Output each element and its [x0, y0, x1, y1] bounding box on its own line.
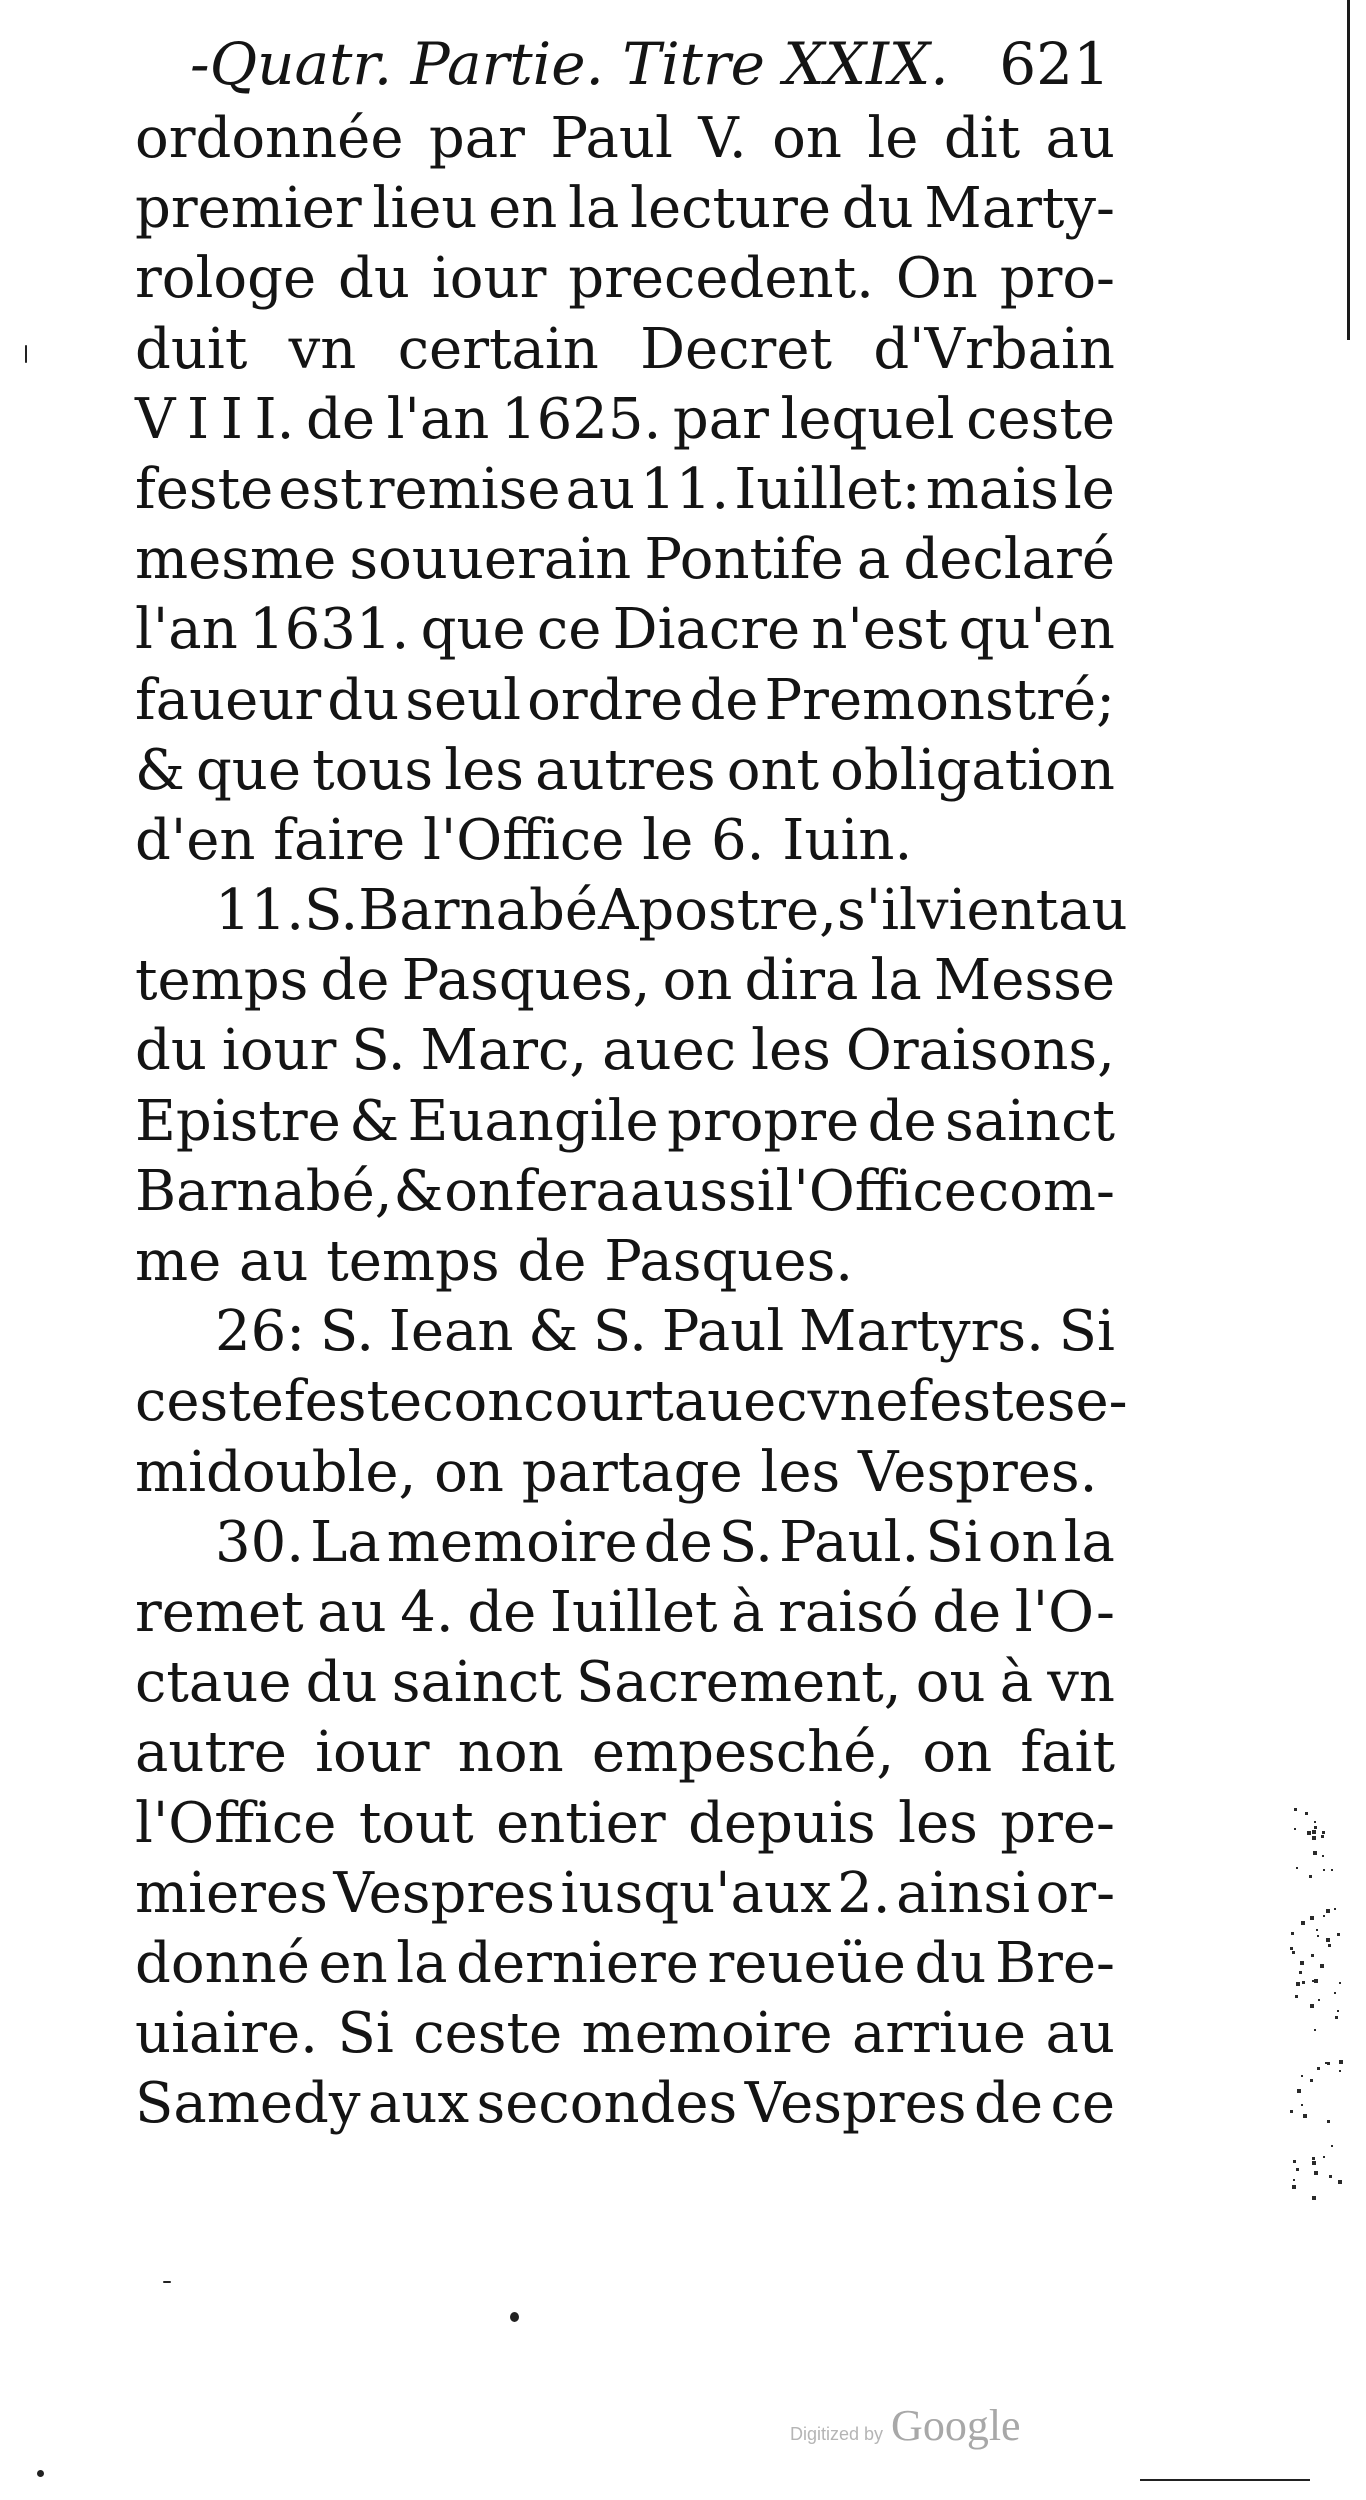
text-line: rologe du iour precedent. On pro-: [135, 246, 1115, 312]
running-header: [190, 28, 1110, 100]
text-line: temps de Pasques, on dira la Messe: [135, 948, 1115, 1014]
text-line: du iour S. Marc, auec les Oraisons,: [135, 1018, 1115, 1084]
text-line: & que tous les autres ont obligation: [135, 737, 1115, 803]
page-number: 621: [999, 30, 1110, 98]
text-line: feste est remise au 11. Iuillet: mais le: [135, 456, 1115, 522]
digitized-by-text: Digitized by: [790, 2424, 884, 2444]
text-line: ceste feste concourt auec vne feste se-: [135, 1369, 1128, 1435]
text-line: V I I I. de l'an 1625. par lequel ceste: [135, 386, 1115, 452]
ink-speck: [510, 2312, 519, 2322]
text-line: midouble, on partage les Vespres.: [135, 1439, 1098, 1505]
text-line: 30. La memoire de S. Paul. Si on la: [215, 1509, 1115, 1575]
text-line: Barnabé, & on fera aussi l'Office com-: [135, 1158, 1115, 1224]
text-line: donné en la derniere reueüe du Bre-: [135, 1930, 1115, 1996]
running-title: -Quatr. Partie. Titre XXIX.: [190, 30, 949, 98]
text-line: autre iour non empesché, on fait: [135, 1720, 1115, 1786]
text-line: l'Office tout entier depuis les pre-: [135, 1790, 1115, 1856]
text-line: 11. S. Barnabé Apostre, s'il vient au: [215, 878, 1128, 944]
page-edge-shadow: [1347, 0, 1350, 340]
footer-rule: [1140, 2479, 1310, 2481]
text-line: premier lieu en la lecture du Marty-: [135, 176, 1115, 242]
ink-speck: [25, 345, 27, 363]
text-line: remet au 4. de Iuillet à raisó de l'O-: [135, 1579, 1115, 1645]
text-line: mesme souuerain Pontife a declaré: [135, 527, 1115, 593]
text-line: faueur du seul ordre de Premonstré;: [135, 667, 1115, 733]
text-line: ordonnée par Paul V. on le dit au: [135, 106, 1115, 171]
text-line: ctaue du sainct Sacrement, ou à vn: [135, 1650, 1115, 1716]
text-line: d'en faire l'Office le 6. Iuin.: [135, 807, 913, 873]
text-line: duit vn certain Decret d'Vrbain: [135, 316, 1115, 382]
text-line: me au temps de Pasques.: [135, 1229, 854, 1294]
digitized-watermark: [790, 2400, 1021, 2460]
text-line: Samedy aux secondes Vespres de ce: [135, 2071, 1115, 2137]
margin-speckles: [1290, 1800, 1350, 2220]
body-text: [135, 104, 1128, 2139]
text-line: Epistre & Euangile propre de sainct: [135, 1088, 1115, 1154]
text-line: mieres Vespres iusqu'aux 2. ainsi or-: [135, 1860, 1115, 1926]
google-logo: Google: [891, 2401, 1021, 2450]
text-line: l'an 1631. que ce Diacre n'est qu'en: [135, 597, 1115, 663]
text-line: 26: S. Iean & S. Paul Martyrs. Si: [215, 1299, 1115, 1365]
ink-speck: [37, 2470, 44, 2477]
text-line: uiaire. Si ceste memoire arriue au: [135, 2001, 1115, 2067]
ink-speck: [163, 2281, 171, 2283]
